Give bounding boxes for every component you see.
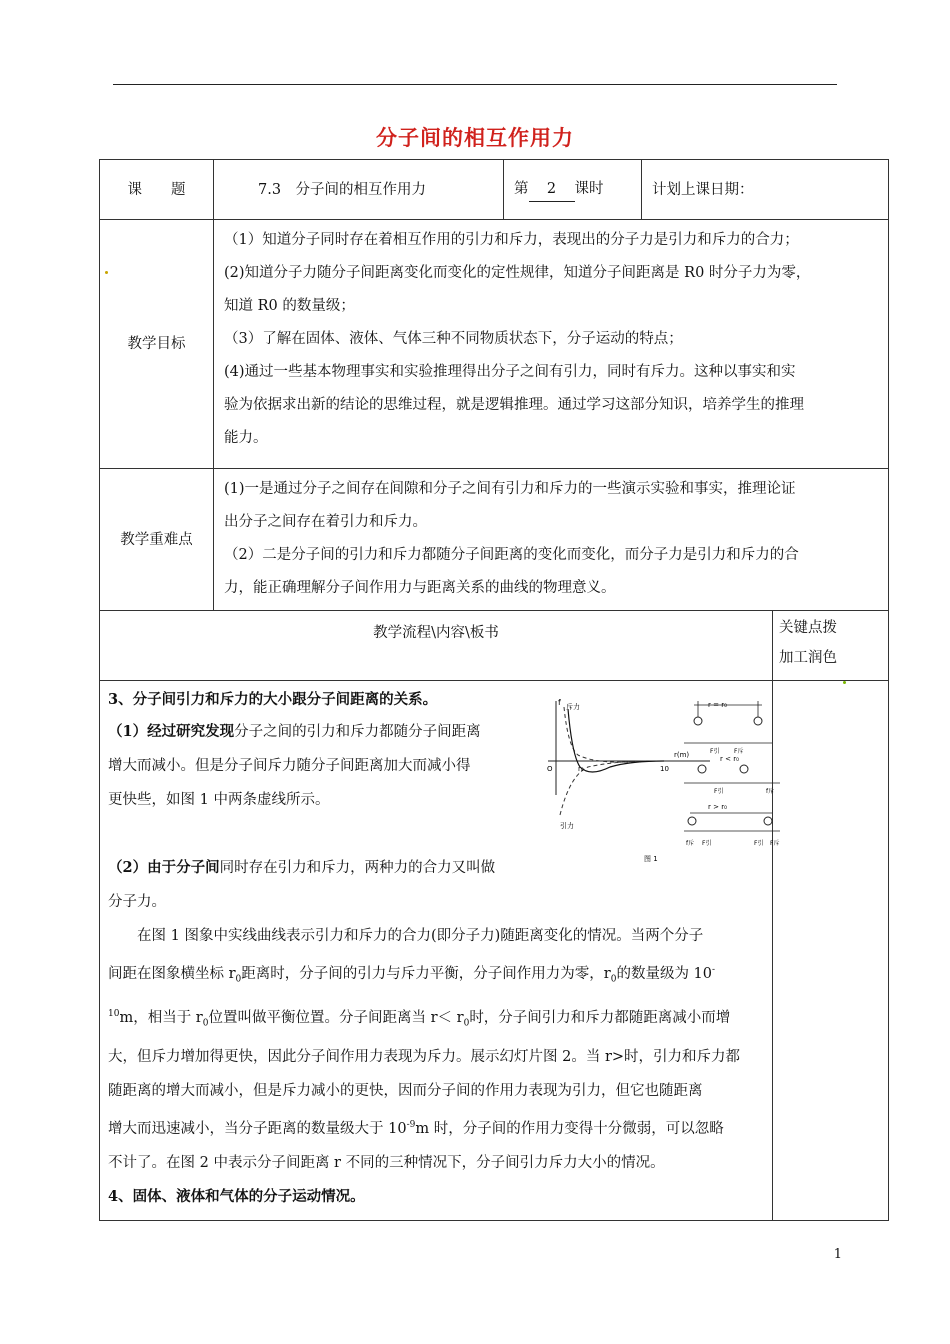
f-attr-label: F引 bbox=[710, 748, 720, 755]
objective-line: (2)知道分子力随分子间距离变化而变化的定性规律，知道分子间距离是 R0 时分子力为零， bbox=[224, 265, 811, 281]
period-suffix: 课时 bbox=[574, 181, 604, 197]
repulsion-curve bbox=[564, 707, 644, 762]
p1-line2: 增大而减小。但是分子间斥力随分子间距离加大而减小得 bbox=[108, 758, 471, 774]
side-header-line1: 关键点拨 bbox=[779, 620, 837, 636]
attraction-label: 引力 bbox=[560, 822, 574, 830]
axis-r-label: r(m) bbox=[674, 751, 690, 759]
sub-zero: 0 bbox=[202, 1018, 209, 1029]
lesson-title-cell bbox=[214, 160, 504, 220]
section4-title: 4、固体、液体和气体的分子运动情况。 bbox=[108, 1188, 365, 1206]
figure-caption: 图 1 bbox=[644, 855, 658, 863]
p2-bold: （2）由于分子间 bbox=[108, 859, 220, 876]
side-header bbox=[773, 611, 889, 681]
p3-line3d: 时，分子间引力和斥力都随距离减小而增 bbox=[469, 1009, 731, 1026]
mid-case-label: r < r₀ bbox=[720, 755, 739, 763]
p1-rest: 分子之间的引力和斥力都随分子间距离 bbox=[234, 724, 481, 740]
period-cell bbox=[504, 160, 642, 220]
molecule-icon bbox=[688, 817, 696, 825]
section3-title: 3、分子间引力和斥力的大小跟分子间距离的关系。 bbox=[108, 691, 438, 708]
origin-label: O bbox=[547, 765, 553, 773]
key-point-line: 力，能正确理解分子间作用力与距离关系的曲线的物理意义。 bbox=[224, 580, 616, 596]
side-header-line2: 加工润色 bbox=[779, 650, 837, 666]
key-point-line: 出分子之间存在着引力和斥力。 bbox=[224, 514, 427, 530]
molecular-force-figure bbox=[544, 695, 792, 865]
sup-minus: - bbox=[712, 965, 716, 975]
molecule-icon bbox=[694, 717, 702, 725]
molecule-icon bbox=[764, 817, 772, 825]
f-rep-label: f斥 bbox=[686, 840, 695, 847]
period-prefix: 第 bbox=[514, 181, 529, 197]
lesson-plan-table bbox=[99, 159, 889, 1221]
objective-line: 知道 R0 的数量级； bbox=[224, 298, 355, 314]
sub-zero: 0 bbox=[235, 974, 242, 985]
speck bbox=[105, 271, 108, 274]
p2-rest: 同时存在引力和斥力，两种力的合力又叫做 bbox=[219, 860, 496, 876]
flow-header: 教学流程\内容\板书 bbox=[100, 611, 773, 681]
speck bbox=[843, 681, 846, 684]
p1-bold: （1）经过研究发现 bbox=[108, 723, 235, 740]
p3-line2c: 的数量级为 10 bbox=[616, 965, 713, 982]
p3-line2b: 距离时，分子间的引力与斥力平衡，分子间作用力为零，r bbox=[241, 965, 611, 982]
top-case-label: r = r₀ bbox=[708, 701, 727, 709]
molecule-icon bbox=[698, 765, 706, 773]
sub-zero: 0 bbox=[463, 1018, 470, 1029]
p3-line4: 大，但斥力增加得更快，因此分子间作用力表现为斥力。展示幻灯片图 2。当 r>时，引力和斥力都 bbox=[108, 1049, 741, 1066]
r0-label: r₀ bbox=[578, 765, 584, 773]
key-points-content bbox=[214, 469, 889, 611]
f-rep-label: F斥 bbox=[734, 748, 744, 755]
f-attr-label: F引 bbox=[754, 840, 764, 847]
p3-line3c: 位置叫做平衡位置。分子间距离当 r＜ r bbox=[208, 1009, 464, 1026]
objective-line: 验为依据求出新的结论的思维过程，就是逻辑推理。通过学习这部分知识，培养学生的推理 bbox=[224, 397, 804, 413]
objective-line: 能力。 bbox=[224, 430, 268, 446]
figure-svg bbox=[544, 695, 792, 865]
f-attr-label: F引 bbox=[702, 840, 712, 847]
objectives-content bbox=[214, 220, 889, 469]
header-row bbox=[100, 160, 889, 220]
lesson-title: 7.3 分子间的相互作用力 bbox=[258, 181, 427, 198]
ten-label: 10 bbox=[660, 765, 669, 773]
p3-line6c: m 时，分子间的作用力变得十分微弱，可以忽略 bbox=[415, 1121, 724, 1138]
key-points-label: 教学重难点 bbox=[100, 469, 214, 611]
page-title: 分子间的相互作用力 bbox=[376, 126, 574, 150]
page-number: 1 bbox=[833, 1247, 842, 1262]
p3-line5: 随距离的增大而减小，但是斥力减小的更快，因而分子间的作用力表现为引力，但它也随距离 bbox=[108, 1083, 703, 1100]
bot-case-label: r > r₀ bbox=[708, 803, 727, 811]
objective-line: （1）知道分子同时存在着相互作用的引力和斥力，表现出的分子力是引力和斥力的合力； bbox=[224, 232, 799, 248]
attraction-curve bbox=[560, 761, 654, 815]
p3-line6a: 增大而迅速减小，当分子距离的数量级大于 10 bbox=[108, 1121, 407, 1138]
objective-line: （3）了解在固体、液体、气体三种不同物质状态下，分子运动的特点； bbox=[224, 331, 683, 347]
p2-line2: 分子力。 bbox=[108, 894, 166, 910]
f-attr-label: F引 bbox=[714, 788, 724, 795]
plan-date-cell bbox=[642, 160, 889, 220]
molecule-icon bbox=[740, 765, 748, 773]
objectives-row bbox=[100, 220, 889, 469]
axis-f-label: f bbox=[558, 698, 561, 707]
content-cell bbox=[100, 681, 780, 1221]
p1-line3: 更快些，如图 1 中两条虚线所示。 bbox=[108, 792, 330, 808]
molecule-icon bbox=[754, 717, 762, 725]
plan-date-label: 计划上课日期： bbox=[652, 181, 754, 198]
sup-minus9: -9 bbox=[406, 1120, 416, 1131]
header-rule bbox=[113, 84, 837, 85]
key-point-line: （2）二是分子间的引力和斥力都随分子间距离的变化而变化，而分子力是引力和斥力的合 bbox=[224, 547, 799, 563]
objectives-label: 教学目标 bbox=[100, 220, 214, 469]
sup-ten: 10 bbox=[108, 1008, 120, 1019]
key-points-row bbox=[100, 469, 889, 611]
sub-zero: 0 bbox=[610, 974, 617, 985]
p3-line7: 不计了。在图 2 中表示分子间距离 r 不同的三种情况下，分子间引力斥力大小的情况。 bbox=[108, 1155, 665, 1172]
objective-line: (4)通过一些基本物理事实和实验推理得出分子之间有引力，同时有斥力。这种以事实和实 bbox=[224, 364, 796, 380]
f-rep-label: F斥 bbox=[770, 840, 780, 847]
p3-line1: 在图 1 图象中实线曲线表示引力和斥力的合力(即分子力)随距离变化的情况。当两个分子 bbox=[137, 928, 704, 944]
f-rep-label: f斥 bbox=[766, 788, 775, 795]
p3-line3b: m，相当于 r bbox=[119, 1009, 203, 1026]
content-row bbox=[100, 681, 889, 1221]
p3-line2a: 间距在图象横坐标 r bbox=[108, 965, 236, 982]
period-value: 2 bbox=[529, 177, 575, 202]
repulsion-label: 斥力 bbox=[566, 703, 580, 711]
flow-header-row bbox=[100, 611, 889, 681]
topic-label: 课 题 bbox=[100, 160, 214, 220]
key-point-line: (1)一是通过分子之间存在间隙和分子之间有引力和斥力的一些演示实验和事实，推理论证 bbox=[224, 481, 796, 497]
